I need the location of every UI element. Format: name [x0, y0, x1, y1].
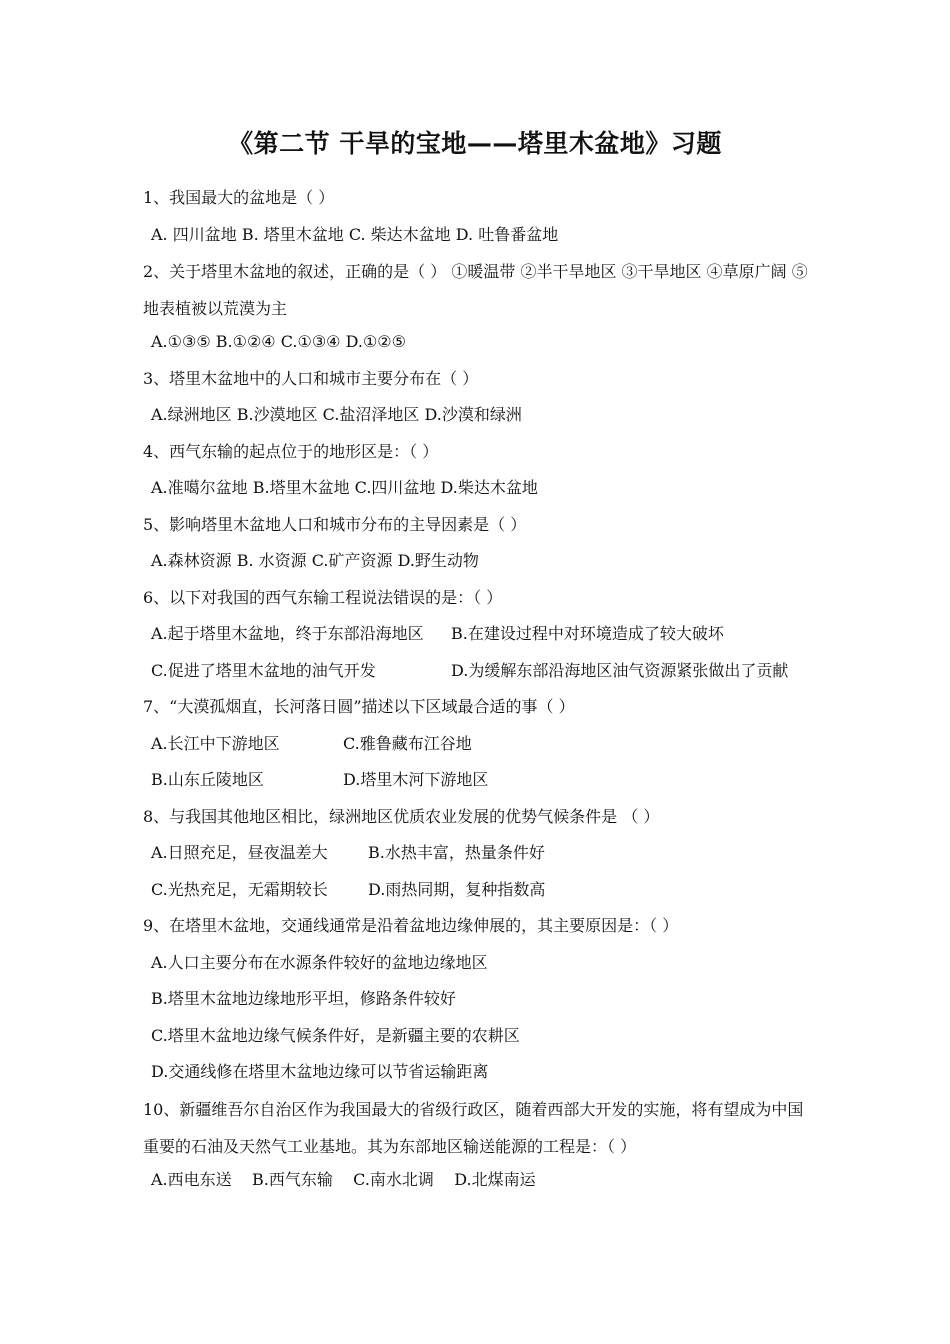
question-8-option-d: D.雨热同期，复种指数高: [368, 879, 546, 899]
question-8-option-c: C.光热充足，无霜期较长: [151, 879, 328, 899]
question-6-option-c: C.促进了塔里木盆地的油气开发: [151, 660, 376, 680]
question-7-stem: 7、“大漠孤烟直，长河落日圆”描述以下区域最合适的事（ ）: [143, 697, 575, 716]
question-7-option-c: C.雅鲁藏布江谷地: [343, 733, 472, 753]
question-5-stem: 5、影响塔里木盆地人口和城市分布的主导因素是（ ）: [143, 514, 527, 534]
question-9-option-b: B.塔里木盆地边缘地形平坦，修路条件较好: [151, 989, 456, 1008]
question-7-option-d: D.塔里木河下游地区: [343, 770, 489, 789]
question-2-options: A.①③⑤ B.①②④ C.①③④ D.①②⑤: [151, 332, 406, 351]
question-4-options: A.准噶尔盆地 B.塔里木盆地 C.四川盆地 D.柴达木盆地: [151, 478, 538, 497]
question-9-option-a: A.人口主要分布在水源条件较好的盆地边缘地区: [151, 952, 488, 972]
question-4-stem: 4、西气东输的起点位于的地形区是：（ ）: [143, 441, 439, 461]
question-9-stem: 9、在塔里木盆地，交通线通常是沿着盆地边缘伸展的，其主要原因是：（ ）: [143, 916, 679, 935]
question-10-options: A.西电东送 B.西气东输 C.南水北调 D.北煤南运: [151, 1169, 536, 1189]
question-1-stem: 1、我国最大的盆地是（ ）: [143, 188, 335, 207]
question-8-options-row-2: [143, 877, 811, 914]
question-6-option-a: A.起于塔里木盆地，终于东部沿海地区: [151, 624, 424, 643]
question-1-options: A. 四川盆地 B. 塔里木盆地 C. 柴达木盆地 D. 吐鲁番盆地: [151, 224, 559, 244]
question-6-option-d: D.为缓解东部沿海地区油气资源紧张做出了贡献: [451, 660, 789, 680]
page-title: 《第二节 干旱的宝地——塔里木盆地》习题: [228, 129, 722, 158]
question-7-option-b: B.山东丘陵地区: [151, 770, 264, 789]
question-6-option-b: B.在建设过程中对环境造成了较大破坏: [451, 624, 724, 643]
question-10-stem: 10、新疆维吾尔自治区作为我国最大的省级行政区，随着西部大开发的实施，将有望成为中国重要的石油及天然气工业基地。其为东部地区输送能源的工程是：（ ）: [143, 1099, 804, 1156]
question-3-stem: 3、塔里木盆地中的人口和城市主要分布在（ ）: [143, 368, 479, 388]
question-9-option-c: C.塔里木盆地边缘气候条件好，是新疆主要的农耕区: [151, 1025, 520, 1045]
question-8-option-a: A.日照充足，昼夜温差大: [151, 843, 328, 862]
question-3-options: A.绿洲地区 B.沙漠地区 C.盐沼泽地区 D.沙漠和绿洲: [151, 405, 522, 424]
question-9-option-d: D.交通线修在塔里木盆地边缘可以节省运输距离: [151, 1062, 489, 1081]
question-7-options-row-1: [143, 731, 811, 768]
question-6-stem: 6、以下对我国的西气东输工程说法错误的是：（ ）: [143, 587, 503, 607]
question-2-stem: 2、关于塔里木盆地的叙述，正确的是（ ） ①暖温带 ②半干旱地区 ③干旱地区 ④草原广阔 ⑤地表植被以荒漠为主: [143, 262, 808, 318]
question-7-option-a: A.长江中下游地区: [151, 733, 280, 753]
question-list: [143, 185, 811, 1203]
question-5-options: A.森林资源 B. 水资源 C.矿产资源 D.野生动物: [151, 551, 479, 570]
question-8-stem: 8、与我国其他地区相比，绿洲地区优质农业发展的优势气候条件是 （ ）: [143, 806, 660, 826]
question-7-options-row-2: [143, 767, 811, 804]
question-6-options-row-1: [143, 621, 811, 658]
question-8-option-b: B.水热丰富，热量条件好: [368, 843, 545, 862]
question-6-options-row-2: [143, 658, 811, 695]
question-8-options-row-1: [143, 840, 811, 877]
